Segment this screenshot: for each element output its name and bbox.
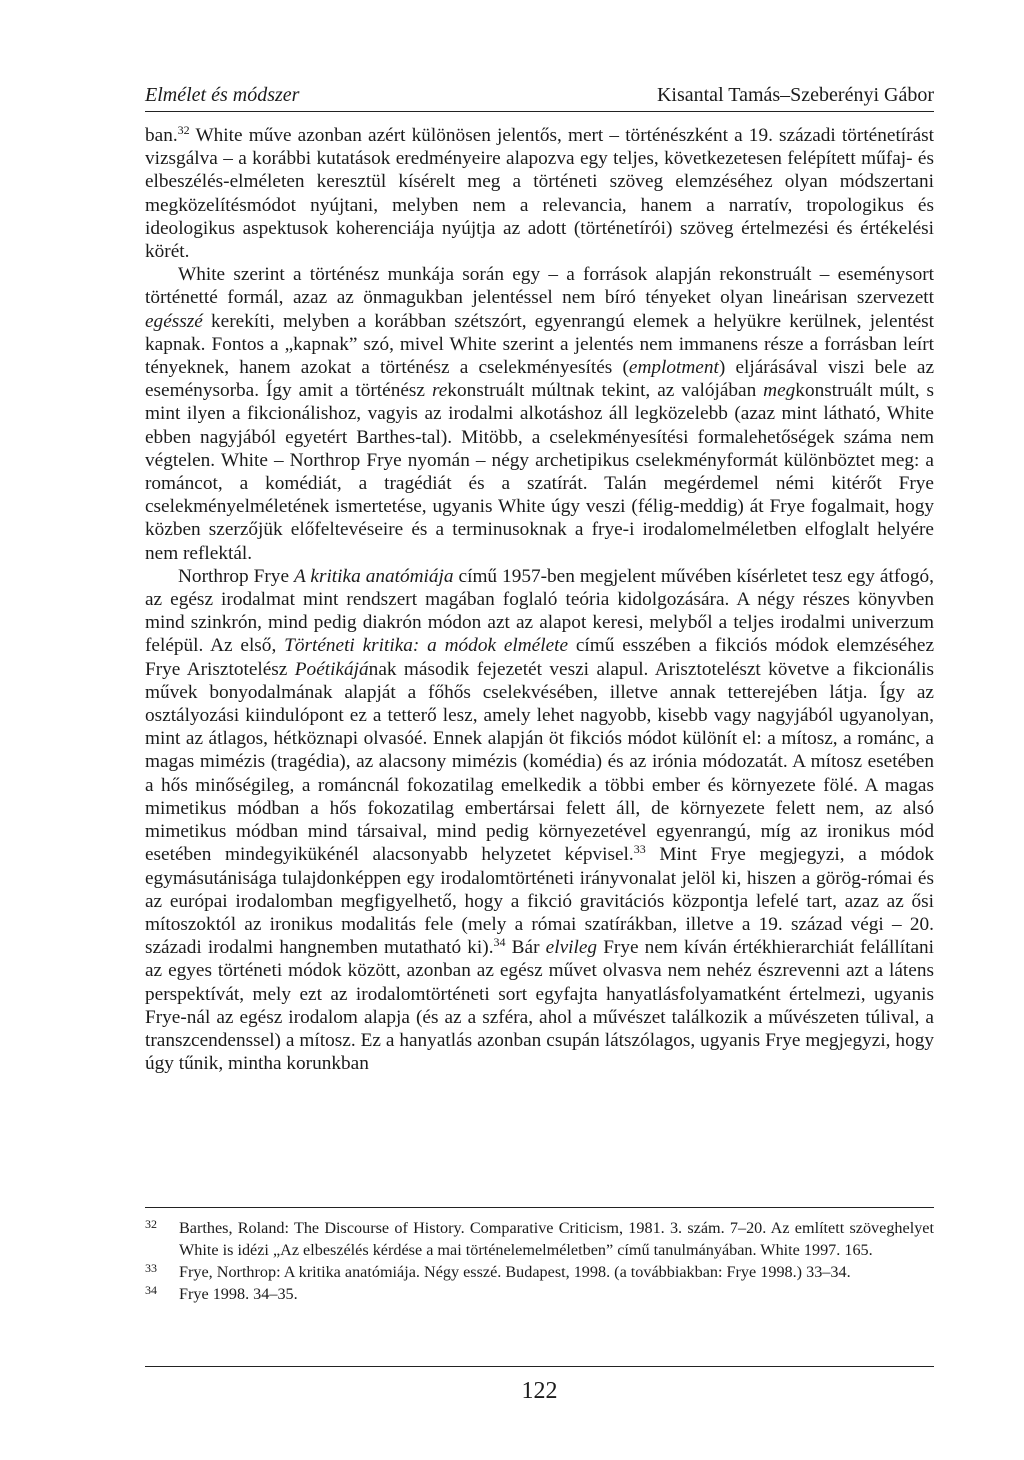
footnote-number: 33	[145, 1261, 157, 1275]
footnote	[145, 1283, 934, 1305]
paragraph: White szerint a történész munkája során egy – a források alapján rekonstruált – eseménysort történetté formál, azaz az önmagukban jelentéssel nem bíró tényeket olyan lineárisan szervezett egésszé kerekíti, melyben a korábban szétszórt, egyenrangú elemek a helyükre kerülnek, jelentést kapnak. Fontos a „kapnak” szó, mivel White szerint a jelentés nem immanens része a forrásban leírt tényeknek, hanem azokat a történész a cselekményesítés (emplotment) eljárásával viszi bele az eseménysorba. Így amit a történész rekonstruált múltnak tekint, az valójában megkonstruált múlt, s mint ilyen a fikcionálishoz, vagyis az irodalmi alkotáshoz áll legközelebb (azaz mint látható, White ebben nagyjából egyetért Barthes-tal). Mitöbb, a cselekményesítési formalehetőségek száma nem végtelen. White – Northrop Frye nyomán – négy archetipikus cselekményformát különböztet meg: a románcot, a komédiát, a tragédiát és a szatírát. Talán megérdemel némi kitérőt Frye cselekményelméletének ismertetése, ugyanis White úgy veszi (félig-meddig) át Frye fogalmait, hogy közben szerzőjük előfeltevéseire és a terminusoknak a frye-i irodalomelméletben elfoglalt helyére nem reflektál.	[145, 264, 935, 564]
authors: Kisantal Tamás–Szeberényi Gábor	[656, 84, 934, 106]
footnote-number: 34	[145, 1283, 157, 1297]
book-title: A kritika anatómiája	[293, 565, 454, 587]
footnote-text: Frye, Northrop: A kritika anatómiája. Négy esszé. Budapest, 1998. (a továbbiakban: Frye 1998.) 33–34.	[179, 1263, 851, 1281]
page-bottom-rule	[145, 1366, 934, 1367]
emphasis: egésszé	[145, 310, 203, 332]
page-number: 122	[521, 1378, 558, 1404]
footnote-ref: 33	[633, 842, 646, 857]
footnote	[145, 1261, 934, 1283]
emphasis: re	[431, 380, 448, 402]
footnote-rule	[145, 1207, 934, 1208]
footnote-text: Frye 1998. 34–35.	[179, 1285, 298, 1303]
essay-title: Történeti kritika: a módok elmélete	[284, 635, 569, 657]
footnote-ref: 34	[493, 935, 506, 950]
work-title: Poétikájá	[294, 658, 369, 680]
footnote	[145, 1217, 934, 1261]
paragraph: Northrop Frye A kritika anatómiája című 1957-ben megjelent művében kísérletet tesz egy átfogó, az egész irodalmat mint rendszert magában foglaló teória kidolgozására. A négy részes könyvben mind szinkrón, mind pedig diakrón módon azt az alapot keresi, melyből a teljes irodalmi univerzum felépül. Az első, Történeti kritika: a módok elmélete című esszében a fikciós módok elemzéséhez Frye Arisztotelész Poétikájának második fejezetét veszi alapul. Arisztotelészt követve a fikcionális művek bonyodalmának alapját a főhős cselekvésében, illetve annak tetterejében látja. Így az osztályozási kiindulópont ez a tetterő lesz, amely lehet nagyobb, kisebb vagy nagyjából ugyanolyan, mint az átlagos, hétköznapi olvasóé. Ennek alapján öt fikciós módot különít el: a mítosz, a románc, a magas mimézis (tragédia), az alacsony mimézis (komédia) és az irónia módozatát. A mítosz esetében a hős minőségileg, a románcnál fokozatilag emelkedik a többi ember és környezete fölé. A magas mimetikus módban a hős fokozatilag embertársai felett áll, de környezete felett nem, az alsó mimetikus módban mind társaival, mind pedig környezetével egyenrangú, míg az ironikus mód esetében mindegyikükénél alacsonyabb helyzetet képvisel.$^{33}$ Mint Frye megjegyzi, a módok egymásutánisága tulajdonképpen egy irodalomtörténeti irányvonalat jelöl ki, hiszen a görög-római és az európai irodalomban megfigyelhető, hogy a fikció gravitációs központja lefelé tart, azaz az ősi mítoszoktól az ironikus modalitás fele (mely a római szatírákban, illetve a 19. század végi – 20. századi irodalmi hangnemben mutatható ki).$^{34}$ Bár elvileg Frye nem kíván értékhierarchiát felállítani az egyes történeti módok között, azonban az egész művet olvasva nem nehéz észrevenni azt a látens perspektívát, mely ezt az irodalomtörténeti sort egyfajta hanyatlásfolyamatként értelmezi, ugyanis Frye-nál az egész irodalom alapja (és az a szféra, ahol a művészet találkozik a művészeten túlival, a transzcendenssel) a mítosz. Ez a hanyatlás azonban csupán látszólagos, ugyanis Frye megjegyzi, hogy úgy tűnik, mintha korunkban	[145, 565, 934, 1075]
paragraph: ban.$^{32}$ White műve azonban azért különösen jelentős, mert – történészként a 19. századi történetírást vizsgálva – a korábbi kutatások eredményeire alapozva egy teljes, következetesen felépített műfaj- és elbeszélés-elméleten keresztül kísérelt meg a történeti szöveg elemzéséhez olyan módszertani megközelítésmódot nyújtani, melyben nem a relevancia, hanem a narratív, tropologikus és ideologikus aspektusok koherenciája nyújtja az adott (történetírói) szöveg értelmezési és értékelési körét.	[145, 123, 934, 263]
emphasis: meg	[763, 380, 796, 402]
footnotes	[145, 1217, 934, 1305]
footnote-text: Barthes, Roland: The Discourse of History. Comparative Criticism, 1981. 3. szám. 7–20. Az említett szöveghelyet White is idézi „Az elbeszélés kérdése a mai történelemelméletben” című tanulmányában. White 1997. 165.	[179, 1219, 934, 1259]
footnote-number: 32	[145, 1217, 157, 1231]
header-rule	[145, 111, 934, 112]
emphasis: emplotment	[628, 357, 719, 379]
running-head	[145, 80, 934, 110]
section-title: Elmélet és módszer	[145, 84, 300, 106]
main-text	[145, 124, 934, 1075]
emphasis: elvileg	[545, 937, 598, 959]
footnote-ref: 32	[177, 123, 190, 137]
